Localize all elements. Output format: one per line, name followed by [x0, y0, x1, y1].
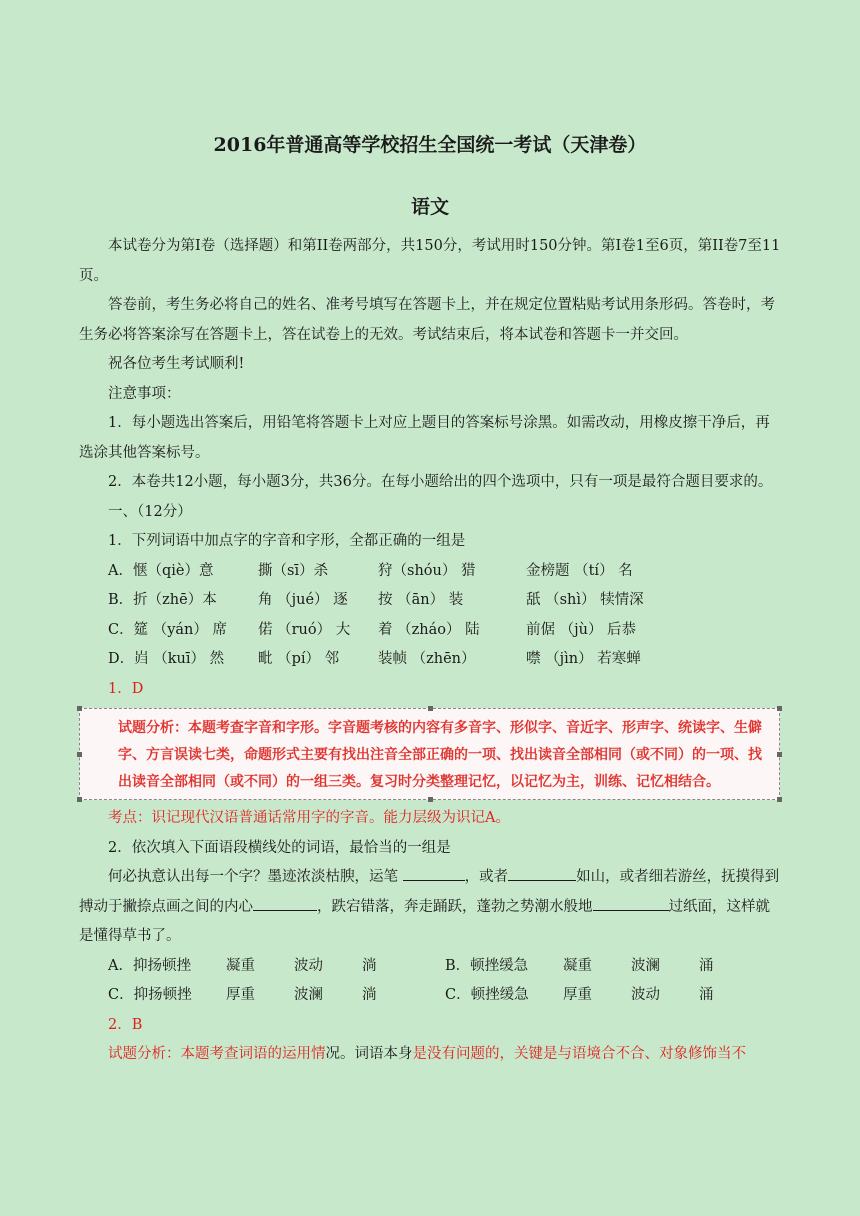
- question-1-option-d: D．岿 （kuī） 然 毗 （pí） 邻 装帧 （zhēn） 噤 （jìn） 若寒蝉: [108, 651, 641, 667]
- subject-heading: 语文: [410, 196, 449, 218]
- notice-item: 2．本卷共12小题，每小题3分，共36分。在每小题给出的四个选项中，只有一项是最符合题目要求的。: [108, 474, 773, 490]
- question-1-option-a: A．惬（qiè）意 撕（sī）杀 狩（shóu） 猎 金榜题 （tí） 名: [108, 562, 633, 579]
- question-1-analysis: 试题分析：本题考查字音和字形。字音题考核的内容有多音字、形似字、音近字、形声字、统读字、生僻字、方言误读七类，命题形式主要有找出注音全部正确的一项、找出读音全部相同（或不同）的一项、找出读音全部相同（或不同）的一组三类。复习时分类整理记忆，以记忆为主，训练、记忆相结合。: [118, 720, 762, 790]
- resize-handle[interactable]: [77, 706, 82, 711]
- question-1-knowledge-point: 考点：识记现代汉语普通话常用字的字音。能力层级为识记A。: [108, 810, 510, 826]
- notice-heading: 注意事项：: [108, 385, 181, 402]
- question-1-answer: 1．D: [108, 680, 144, 697]
- notice-item: 1．每小题选出答案后，用铅笔将答题卡上对应上题目的答案标号涂黑。如需改动，用橡皮擦干净后，再选涂其他答案标号。: [79, 415, 770, 461]
- section-heading: 一、（12分）: [108, 503, 192, 520]
- resize-handle[interactable]: [777, 706, 782, 711]
- resize-handle[interactable]: [777, 797, 782, 802]
- question-1-option-b: B．折（zhē）本 角 （jué） 逐 按 （ān） 装 舐 （shì） 犊情深: [108, 592, 644, 608]
- analysis-image-box[interactable]: [79, 708, 780, 800]
- question-2-options-row-1: A．抑扬顿挫 凝重 波动 淌 B．顿挫缓急 凝重 波澜 涌: [108, 957, 714, 974]
- resize-handle[interactable]: [777, 752, 782, 757]
- document-body: [79, 232, 782, 1070]
- question-2-options-row-2: C．抑扬顿挫 厚重 波澜 淌 C．顿挫缓急 厚重 波动 涌: [108, 987, 714, 1003]
- intro-paragraph: 答卷前，考生务必将自己的姓名、准考号填写在答题卡上，并在规定位置粘贴考试用条形码。答卷时，考生务必将答案涂写在答题卡上，答在试卷上的无效。考试结束后，将本试卷和答题卡一并交回。: [79, 297, 775, 343]
- question-1-stem: 1．下列词语中加点字的字音和字形，全都正确的一组是: [108, 533, 466, 549]
- resize-handle[interactable]: [77, 797, 82, 802]
- blank-2: [508, 864, 576, 881]
- resize-handle[interactable]: [428, 797, 433, 802]
- question-2-stem: 2．依次填入下面语段横线处的词语，最恰当的一组是: [108, 839, 451, 856]
- blank-4: [593, 894, 669, 911]
- intro-paragraph: 本试卷分为第I卷（选择题）和第II卷两部分，共150分，考试用时150分钟。第I卷1至6页，第II卷7至11页。: [79, 238, 781, 284]
- resize-handle[interactable]: [77, 752, 82, 757]
- question-2-analysis: 试题分析：本题考查词语的运用情况。词语本身是没有问题的，关键是与语境合不合、对象修饰当不: [108, 1046, 746, 1062]
- question-2-passage: 何必执意认出每一个字？墨迹浓淡枯腴，运笔 ，或者 如山，或者细若游丝，抚摸得到搏动于撇捺点画之间的内心 ，跌宕错落，奔走踊跃，蓬勃之势潮水般地 过纸面，这样就是懂得草书了。: [79, 863, 782, 952]
- blank-3: [253, 894, 317, 911]
- question-1-option-c: C．筵 （yán） 席 偌 （ruó） 大 着 （zháo） 陆 前倨 （jù） 后恭: [108, 621, 637, 638]
- intro-paragraph: 祝各位考生考试顺利!: [108, 356, 245, 372]
- blank-1: [403, 864, 465, 881]
- page-title: 2016年普通高等学校招生全国统一考试（天津卷）: [213, 134, 647, 156]
- question-2-answer: 2．B: [108, 1016, 143, 1033]
- resize-handle[interactable]: [428, 706, 433, 711]
